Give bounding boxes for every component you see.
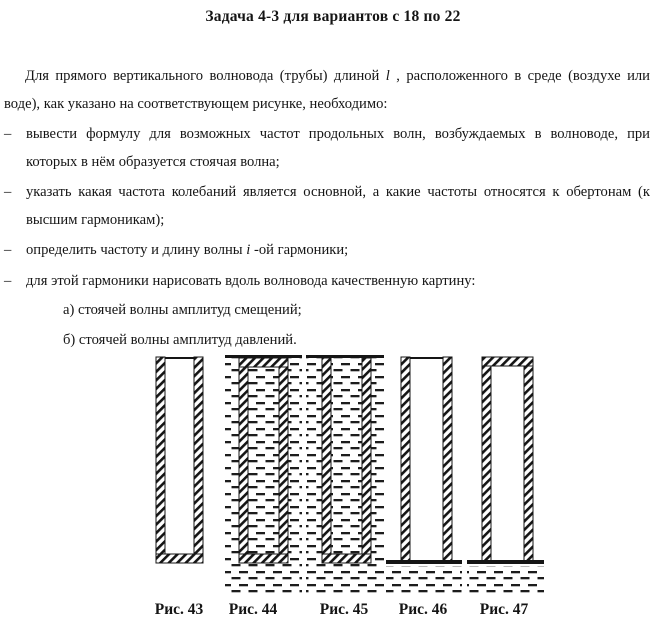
bullet-item-4	[4, 268, 650, 296]
tube-wall-left	[482, 357, 491, 561]
figure-43-caption: Рис. 43	[154, 601, 204, 618]
water-surface-line	[306, 355, 384, 358]
bullet-text-3	[26, 237, 650, 265]
subitem-a: а) стоячей волны амплитуд смещений;	[63, 302, 302, 318]
figure-44-tube	[225, 355, 302, 593]
figures-illustration	[0, 348, 666, 633]
subitem-b: б) стоячей волны амплитуд давлений.	[63, 331, 297, 348]
figure-47-tube	[467, 357, 544, 595]
bullet-item-2	[4, 179, 650, 234]
bullet-text-4: для этой гармоники нарисовать вдоль волновода качественную картину:	[26, 272, 476, 289]
tube-wall-left	[239, 358, 248, 563]
intro-text-2: , расположенного в среде (воздухе или воде), как указано на соответствующем рисунке, необходимо:	[4, 68, 650, 112]
tube-wall-right	[194, 357, 203, 563]
figure-43-tube	[156, 357, 203, 563]
closed-bottom-cap	[322, 554, 371, 563]
tube-wall-right	[524, 357, 533, 561]
figure-46-tube	[386, 357, 462, 595]
bullet-text-2: указать какая частота колебаний является основной, а какие частоты относятся к обертонам (к высшим гармоникам);	[26, 184, 650, 228]
figure-46-caption: Рис. 46	[398, 601, 448, 618]
tube-wall-right	[362, 358, 371, 563]
bullet-dash: –	[4, 242, 12, 258]
bullet-item-3	[4, 237, 650, 265]
closed-bottom-cap	[156, 554, 203, 563]
page-title: Задача 4-3 для вариантов с 18 по 22	[205, 8, 461, 25]
closed-bottom-cap	[239, 554, 288, 563]
closed-top-cap	[482, 357, 533, 366]
closed-top-cap	[239, 358, 288, 367]
bullet-dash: –	[4, 272, 12, 289]
figure-44-caption: Рис. 44	[228, 601, 278, 618]
harmonic-index-variable: i	[246, 242, 251, 258]
bullet-3-post: -ой гармоники;	[250, 242, 349, 258]
bullet-dash: –	[4, 126, 12, 142]
intro-paragraph	[4, 63, 650, 118]
intro-text-1: Для прямого вертикального волновода (трубы) длиной	[25, 68, 386, 84]
water-surface-line	[386, 560, 462, 564]
bullet-item-1	[4, 121, 650, 176]
tube-wall-left	[156, 357, 165, 563]
water-body	[467, 566, 544, 595]
length-variable: l	[385, 68, 390, 84]
bullet-3-pre: определить частоту и длину волны	[26, 242, 247, 258]
water-surface-line	[467, 560, 544, 564]
bullet-text-1: вывести формулу для возможных частот продольных волн, возбуждаемых в волноводе, при которых в нём образуется стоячая волна;	[26, 126, 650, 170]
figure-47-caption: Рис. 47	[479, 601, 529, 618]
bullet-dash: –	[4, 184, 12, 200]
problem-text	[0, 63, 666, 354]
tube-wall-right	[443, 357, 452, 561]
water-body	[386, 566, 462, 595]
tube-wall-left	[322, 358, 331, 563]
tube-wall-left	[401, 357, 410, 561]
figure-45-caption: Рис. 45	[319, 601, 369, 618]
figure-45-tube	[306, 355, 384, 593]
tube-wall-right	[279, 358, 288, 563]
